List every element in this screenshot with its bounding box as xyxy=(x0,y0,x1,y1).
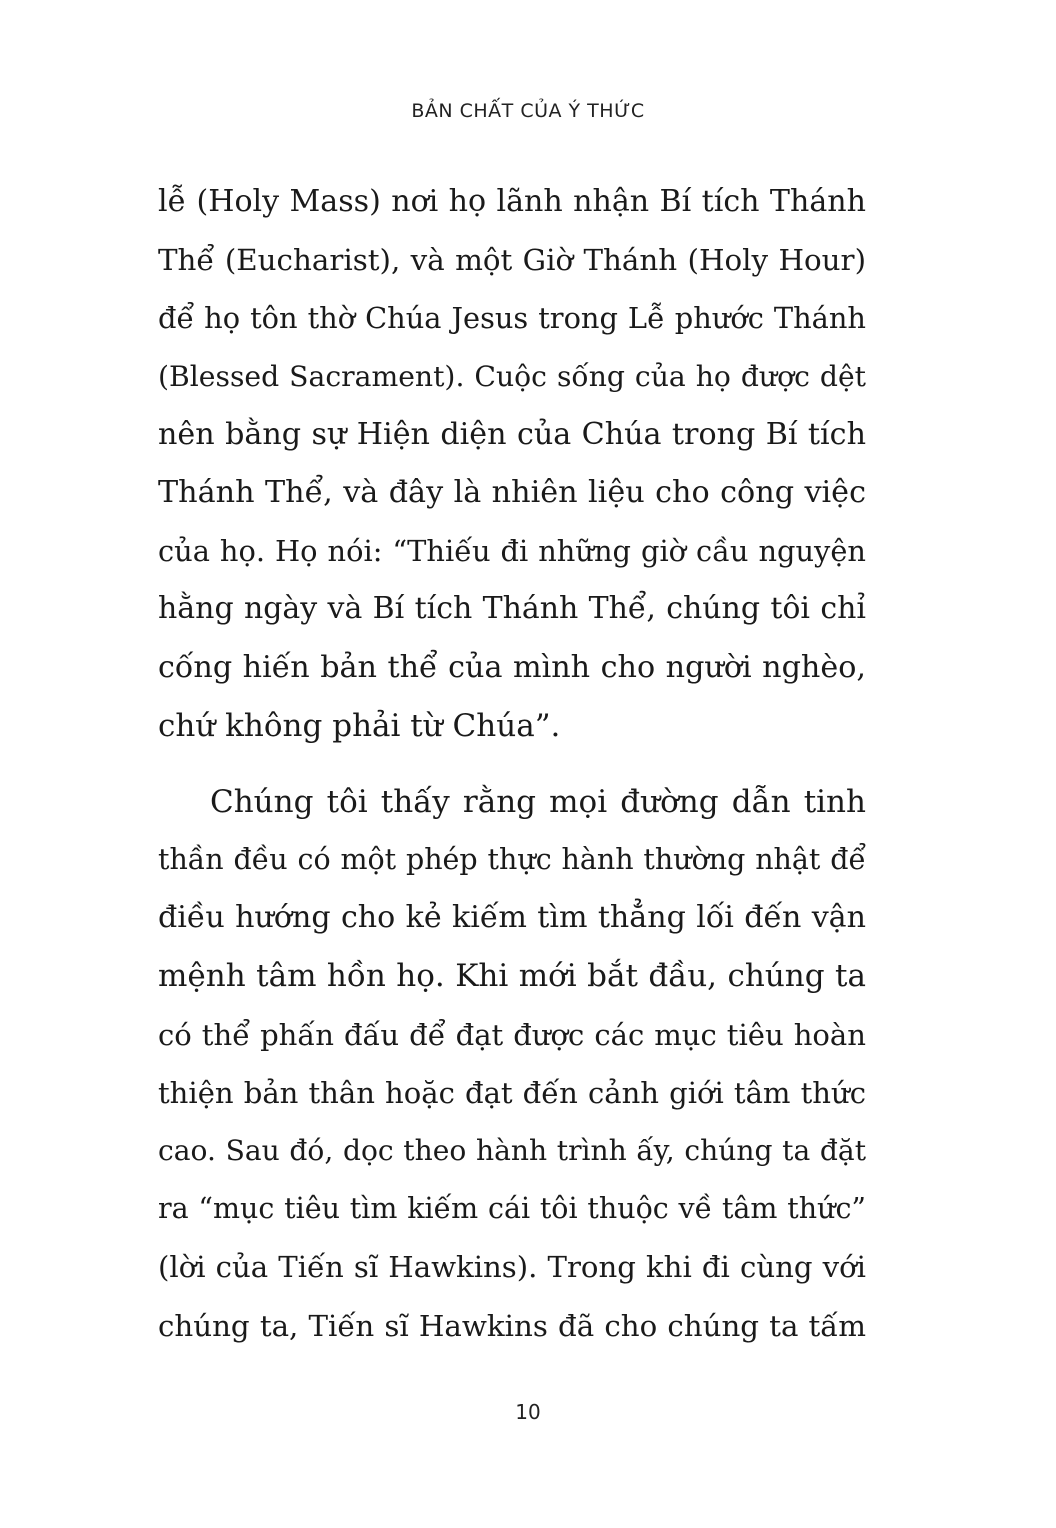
text-line: chứ không phải từ Chúa”. xyxy=(158,707,561,744)
running-header: BẢN CHẤT CỦA Ý THỨC xyxy=(411,100,645,122)
text-line: (Blessed Sacrament). Cuộc sống của họ được dệt xyxy=(158,359,866,393)
text-line: cao. Sau đó, dọc theo hành trình ấy, chúng ta đặt xyxy=(158,1134,866,1167)
text-line: có thể phấn đấu để đạt được các mục tiêu hoàn xyxy=(158,1017,866,1052)
paragraph-gap xyxy=(158,755,866,773)
text-line: thiện bản thân hoặc đạt đến cảnh giới tâm thức xyxy=(158,1075,866,1110)
body-text xyxy=(158,173,866,1355)
text-line: nên bằng sự Hiện diện của Chúa trong Bí tích xyxy=(158,416,866,452)
paragraph-2 xyxy=(158,773,866,1355)
text-line: để họ tôn thờ Chúa Jesus trong Lễ phước Thánh xyxy=(158,301,866,336)
text-line: lễ (Holy Mass) nơi họ lãnh nhận Bí tích Thánh xyxy=(158,184,866,219)
page-number: 10 xyxy=(515,1400,541,1424)
paragraph-1 xyxy=(158,173,866,755)
text-line: cống hiến bản thể của mình cho người nghèo, xyxy=(158,649,866,685)
text-line: Chúng tôi thấy rằng mọi đường dẫn tinh xyxy=(210,783,866,820)
text-line: thần đều có một phép thực hành thường nhật để xyxy=(158,843,866,877)
text-line: (lời của Tiến sĩ Hawkins). Trong khi đi cùng với xyxy=(158,1250,866,1285)
text-line: của họ. Họ nói: “Thiếu đi những giờ cầu nguyện xyxy=(158,534,866,569)
text-line: Thể (Eucharist), và một Giờ Thánh (Holy Hour) xyxy=(158,243,866,278)
text-line: chúng ta, Tiến sĩ Hawkins đã cho chúng ta tấm xyxy=(158,1308,866,1343)
text-line: Thánh Thể, và đây là nhiên liệu cho công việc xyxy=(158,474,866,510)
text-line: ra “mục tiêu tìm kiếm cái tôi thuộc về tâm thức” xyxy=(158,1192,866,1226)
text-line: điều hướng cho kẻ kiếm tìm thẳng lối đến vận xyxy=(158,900,866,936)
text-line: mệnh tâm hồn họ. Khi mới bắt đầu, chúng ta xyxy=(158,958,866,995)
text-line: hằng ngày và Bí tích Thánh Thể, chúng tôi chỉ xyxy=(158,591,866,627)
